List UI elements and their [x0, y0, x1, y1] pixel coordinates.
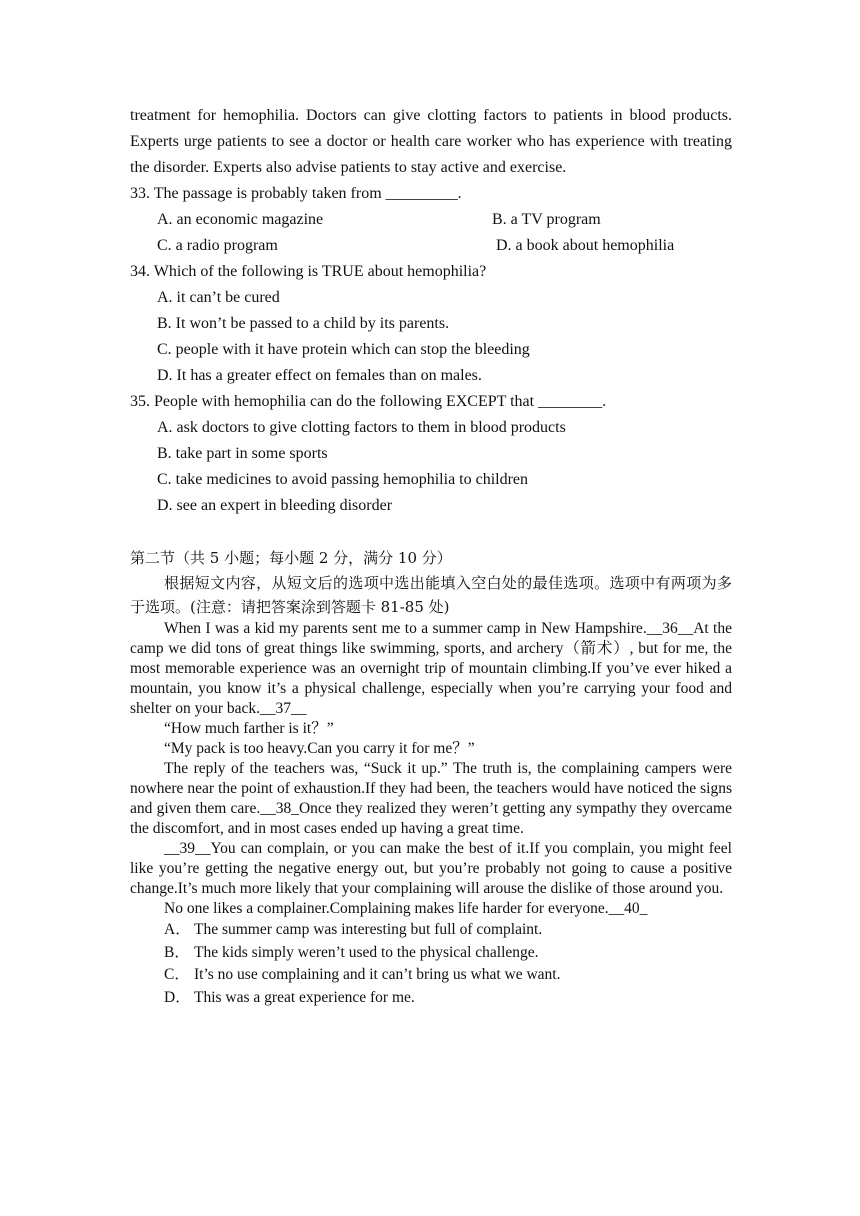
choice-b-label: B． [164, 943, 190, 961]
choice-d-text: This was a great experience for me. [194, 988, 415, 1006]
choice-c-text: It’s no use complaining and it can’t bring us what we want. [194, 966, 561, 983]
choice-a-text: The summer camp was interesting but full of complaint. [194, 921, 543, 938]
question-33-options-row2 [130, 233, 732, 259]
q34-option-b: B. It won’t be passed to a child by its parents. [157, 315, 450, 332]
question-33-options-row1 [130, 207, 732, 233]
question-35-stem: 35. People with hemophilia can do the following EXCEPT that ________. [130, 393, 607, 410]
cloze-paragraph-3: __39__You can complain, or you can make the best of it.If you complain, you might feel like you’re getting the negative energy out, but you’re probably not going to cause a positive change.It’s much more likely that your complaining will arouse the dislike of those around you. [130, 840, 732, 897]
q35-option-a: A. ask doctors to give clotting factors to them in blood products [157, 419, 566, 436]
passage-ending: treatment for hemophilia. Doctors can give clotting factors to patients in blood products. Experts urge patients to see a doctor or health care worker who has experience with treating the disorder. Experts also advise patients to stay active and exercise. [130, 107, 732, 176]
q33-option-d: D. a book about hemophilia [496, 237, 675, 254]
q34-option-c: C. people with it have protein which can stop the bleeding [157, 341, 530, 358]
choice-c [130, 964, 732, 987]
cloze-paragraph-1: When I was a kid my parents sent me to a summer camp in New Hampshire.__36__At the camp we did tons of great things like swimming, sports, and archery（箭术）, but for me, the most memorable experience was an overnight trip of mountain climbing.If you’ve ever hiked a mountain, you know it’s a physical challenge, especially when you’re carrying your food and shelter on your back.__37__ [130, 620, 732, 717]
cloze-quote-1: “How much farther is it？” [164, 720, 334, 737]
q34-option-a: A. it can’t be cured [157, 289, 280, 306]
choice-c-label: C． [164, 966, 190, 983]
q35-option-b: B. take part in some sports [157, 445, 328, 462]
choice-d [130, 987, 732, 1010]
cloze-paragraph-4: No one likes a complainer.Complaining makes life harder for everyone.__40_ [164, 900, 648, 917]
exam-page [130, 103, 732, 1009]
section-2-instructions: 根据短文内容，从短文后的选项中选出能填入空白处的最佳选项。选项中有两项为多于选项。(注意：请把答案涂到答题卡 81-85 处) [130, 574, 732, 616]
choice-a [130, 919, 732, 942]
q35-option-c: C. take medicines to avoid passing hemophilia to children [157, 471, 529, 488]
section-2-heading: 第二节（共 5 小题；每小题 2 分，满分 10 分） [130, 549, 452, 567]
q34-option-d: D. It has a greater effect on females than on males. [157, 367, 482, 384]
choice-b-text: The kids simply weren’t used to the physical challenge. [194, 943, 539, 961]
choice-a-label: A． [164, 921, 191, 938]
cloze-paragraph-2: The reply of the teachers was, “Suck it up.” The truth is, the complaining campers were nowhere near the point of exhaustion.If they had been, the teachers would have noticed the signs and given them care.__38_Once they realized they weren’t getting any sympathy they overcame the discomfort, and in most cases ended up having a great time. [130, 760, 732, 837]
cloze-quote-2: “My pack is too heavy.Can you carry it for me？” [164, 740, 475, 757]
q35-option-d: D. see an expert in bleeding disorder [157, 497, 393, 514]
choice-b [130, 942, 732, 965]
q33-option-b: B. a TV program [492, 211, 601, 228]
choice-d-label: D． [164, 988, 191, 1006]
q33-option-c: C. a radio program [157, 237, 278, 254]
q33-option-a: A. an economic magazine [157, 211, 324, 228]
question-34-stem: 34. Which of the following is TRUE about hemophilia? [130, 263, 487, 280]
question-33-stem: 33. The passage is probably taken from _________. [130, 185, 462, 202]
